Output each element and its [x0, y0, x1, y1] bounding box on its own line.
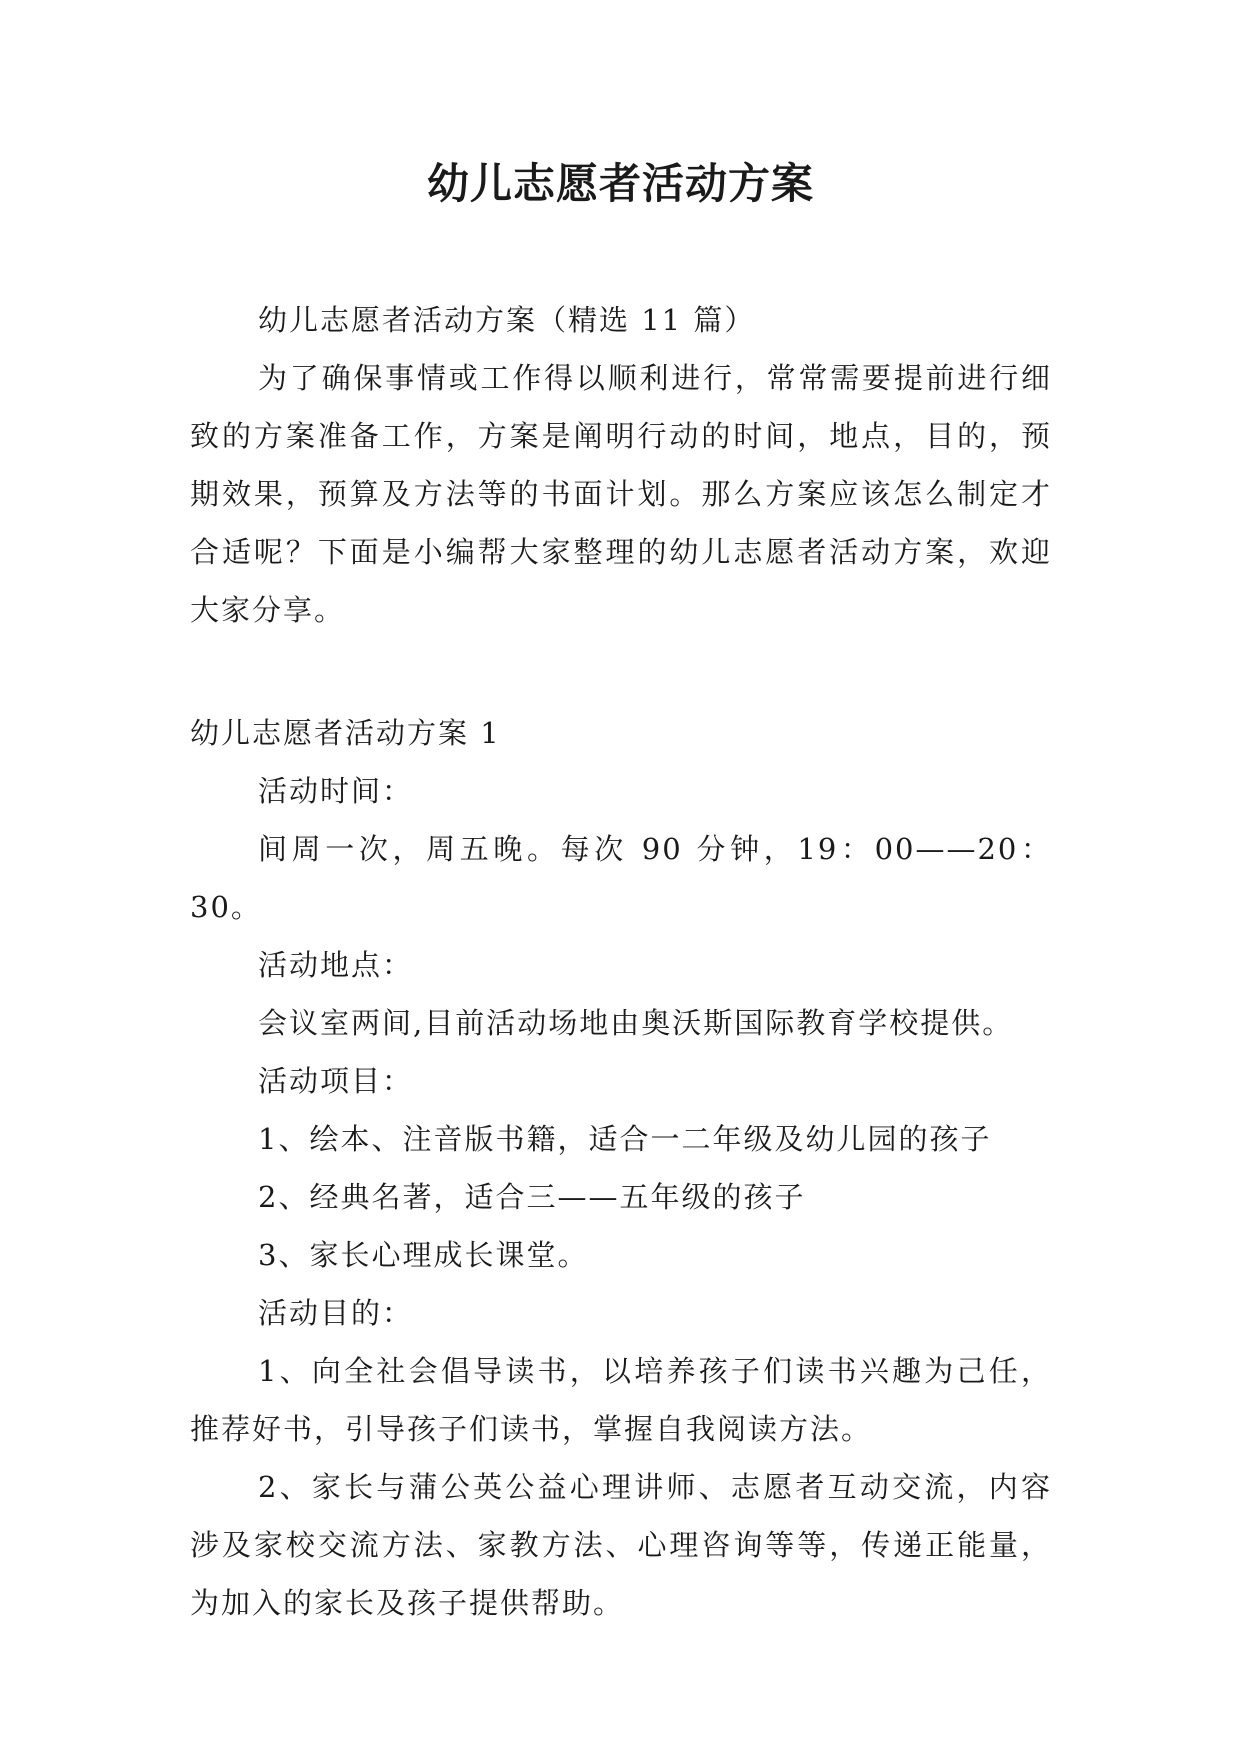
activity-purpose-label: 活动目的： — [258, 1296, 414, 1330]
intro-section — [190, 291, 1052, 639]
activity-item-2: 2、经典名著，适合三——五年级的孩子 — [258, 1180, 806, 1214]
intro-paragraph: 为了确保事情或工作得以顺利进行，常常需要提前进行细致的方案准备工作，方案是阐明行动的时间，地点，目的，预期效果，预算及方法等的书面计划。那么方案应该怎么制定才合适呢？下面是小编帮大家整理的幼儿志愿者活动方案，欢迎大家分享。 — [190, 361, 1052, 627]
activity-place-value: 会议室两间,目前活动场地由奥沃斯国际教育学校提供。 — [258, 1006, 1014, 1040]
activity-time-value: 间周一次，周五晚。每次 90 分钟，19：00——20：30。 — [190, 832, 1052, 924]
section-heading: 幼儿志愿者活动方案 1 — [190, 716, 501, 750]
activity-items-label: 活动项目： — [258, 1064, 414, 1098]
activity-purpose-2: 2、家长与蒲公英公益心理讲师、志愿者互动交流，内容涉及家校交流方法、家教方法、心理咨询等等，传递正能量，为加入的家长及孩子提供帮助。 — [190, 1470, 1052, 1620]
activity-place-label: 活动地点： — [258, 948, 414, 982]
document-title: 幼儿志愿者活动方案 — [426, 159, 814, 208]
activity-purpose-1: 1、向全社会倡导读书，以培养孩子们读书兴趣为己任，推荐好书，引导孩子们读书，掌握自我阅读方法。 — [190, 1354, 1052, 1446]
activity-item-1: 1、绘本、注音版书籍，适合一二年级及幼儿园的孩子 — [258, 1122, 992, 1156]
section-1 — [190, 704, 1052, 1632]
activity-time-label: 活动时间： — [258, 774, 414, 808]
activity-item-3: 3、家长心理成长课堂。 — [258, 1238, 589, 1272]
intro-subtitle: 幼儿志愿者活动方案（精选 11 篇） — [258, 303, 756, 337]
